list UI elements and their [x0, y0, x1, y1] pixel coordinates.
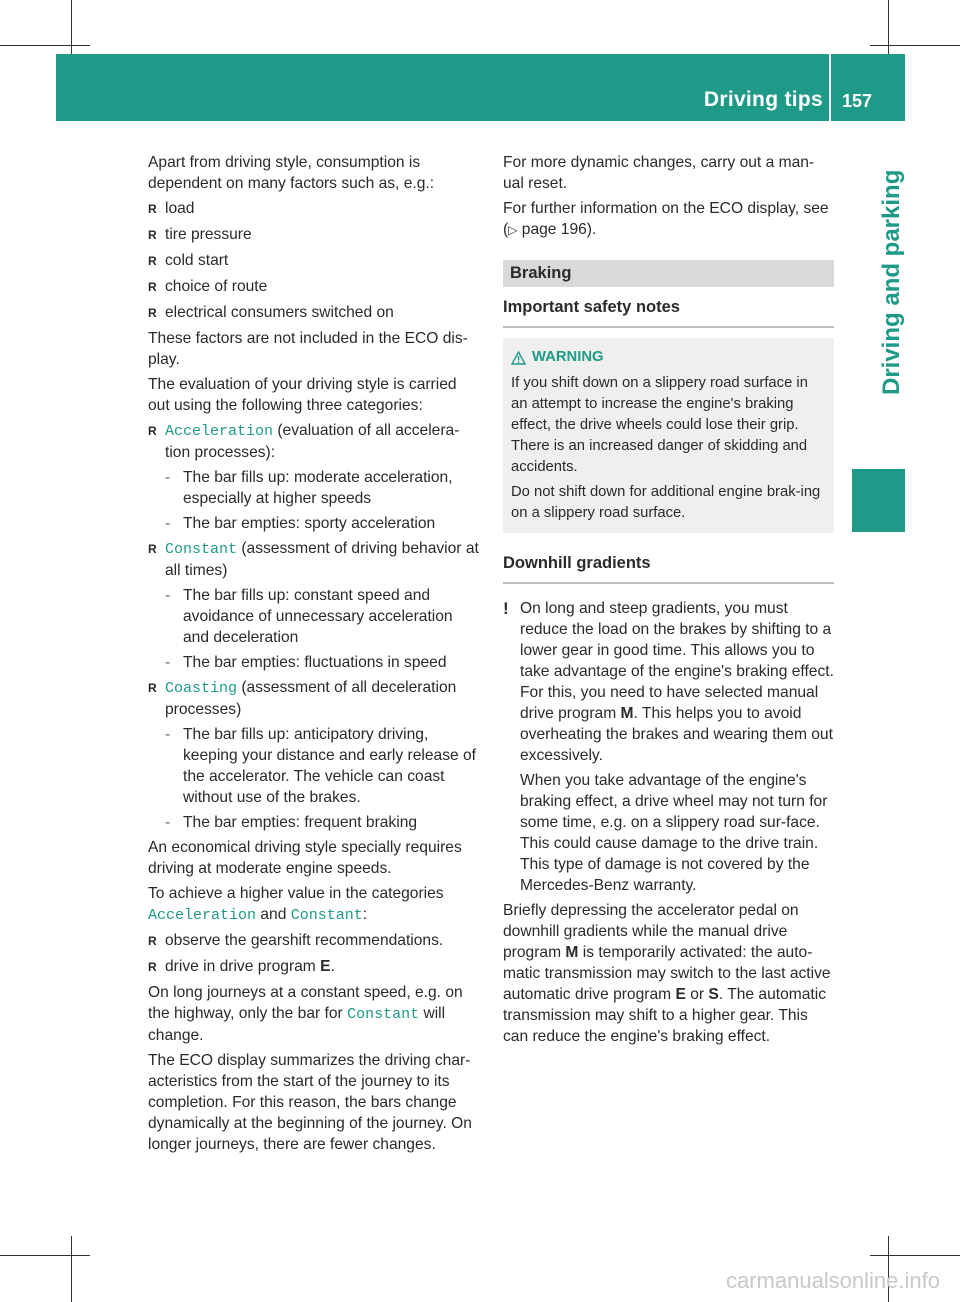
sub-item: - The bar empties: fluctuations in speed: [165, 654, 447, 671]
sub-item: - The bar fills up: constant speed and avoidance of unnecessary acceleration and deceleration: [165, 587, 453, 646]
paragraph: An economical driving style specially requires driving at moderate engine speeds.: [148, 839, 462, 877]
crop-mark: [71, 1236, 72, 1302]
warning-triangle-icon: [511, 351, 526, 365]
divider: [503, 326, 834, 328]
section-tab-block: [852, 469, 905, 532]
list-item: R load: [148, 200, 195, 217]
warning-text: Do not shift down for additional engine brak-ing on a slippery road surface.: [511, 484, 821, 521]
list-item: R drive in drive program E.: [148, 958, 335, 975]
category-coasting: R Coasting (assessment of all deceleration processes): [148, 679, 457, 718]
notice-icon: !: [503, 599, 509, 618]
list-item: R electrical consumers switched on: [148, 304, 394, 321]
paragraph: Briefly depressing the accelerator pedal on downhill gradients while the manual drive program M is temporarily activated: the auto-matic transmission may switch to the last active automatic drive program E or S. The automatic transmission may shift to a higher gear. This can reduce the engine's braking effect.: [503, 902, 831, 1045]
sub-item: - The bar fills up: moderate acceleration, especially at higher speeds: [165, 469, 453, 507]
sub-item: - The bar empties: frequent braking: [165, 814, 418, 831]
sub-item: - The bar fills up: anticipatory driving, keeping your distance and early release of the accelerator. The vehicle can coast without use of the brakes.: [165, 726, 476, 806]
subheading-downhill: Downhill gradients: [503, 554, 651, 572]
paragraph: On long journeys at a constant speed, e.g. on the highway, only the bar for Constant will change.: [148, 984, 463, 1044]
section-tab-label: Driving and parking: [878, 169, 905, 395]
list-item: R choice of route: [148, 278, 268, 295]
crop-mark: [870, 1255, 960, 1256]
header-title: Driving tips: [703, 88, 823, 111]
list-item: R tire pressure: [148, 226, 252, 243]
page-ref-arrow-icon: ▷: [508, 223, 518, 237]
crop-mark: [0, 1255, 90, 1256]
notice: ! On long and steep gradients, you must reduce the load on the brakes by shifting to a lower gear in good time. This allows you to take advantage of the engine's braking effect. For this, you need to have selected manual drive program M. This helps you to avoid overheating the brakes and wearing them out excessively.: [503, 599, 834, 764]
paragraph: The evaluation of your driving style is carried out using the following three categories:: [148, 376, 457, 414]
subheading-safety-notes: Important safety notes: [503, 298, 680, 316]
section-heading-braking: Braking: [503, 260, 834, 287]
left-column: [148, 152, 481, 1159]
watermark: carmanualsonline.info: [725, 1268, 940, 1293]
category-acceleration: R Acceleration (evaluation of all accelera-tion processes):: [148, 422, 460, 461]
right-column: [503, 152, 834, 1051]
list-item: R cold start: [148, 252, 229, 269]
paragraph: For further information on the ECO display, see (▷ page 196).: [503, 200, 829, 238]
category-constant: R Constant (assessment of driving behavior at all times): [148, 540, 479, 579]
warning-box: [503, 338, 834, 533]
header-separator: [829, 54, 831, 121]
paragraph: These factors are not included in the ECO dis-play.: [148, 330, 468, 368]
paragraph: The ECO display summarizes the driving char-acteristics from the start of the journey to its completion. For this reason, the bars change dynamically at the beginning of the journey. On longer journeys, there are fewer changes.: [148, 1052, 472, 1153]
page-number: 157: [842, 91, 873, 111]
paragraph: To achieve a higher value in the categories Acceleration and Constant:: [148, 885, 444, 924]
crop-mark: [0, 45, 90, 46]
paragraph: For more dynamic changes, carry out a man-ual reset.: [503, 154, 815, 192]
warning-text: If you shift down on a slippery road surface in an attempt to increase the engine's braking effect, the drive wheels could lose their grip. There is an increased danger of skidding and accidents.: [511, 375, 808, 475]
list-item: R observe the gearshift recommendations.: [148, 932, 444, 949]
divider: [503, 582, 834, 584]
sub-item: - The bar empties: sporty acceleration: [165, 515, 436, 532]
paragraph: When you take advantage of the engine's braking effect, a drive wheel may not turn for some time, e.g. on a slippery road sur-face. This could cause damage to the drive train. This type of damage is not covered by the Mercedes-Benz warranty.: [520, 772, 828, 894]
paragraph: Apart from driving style, consumption is dependent on many factors such as, e.g.:: [148, 154, 435, 192]
crop-mark: [870, 45, 960, 46]
warning-title: WARNING: [511, 347, 826, 368]
